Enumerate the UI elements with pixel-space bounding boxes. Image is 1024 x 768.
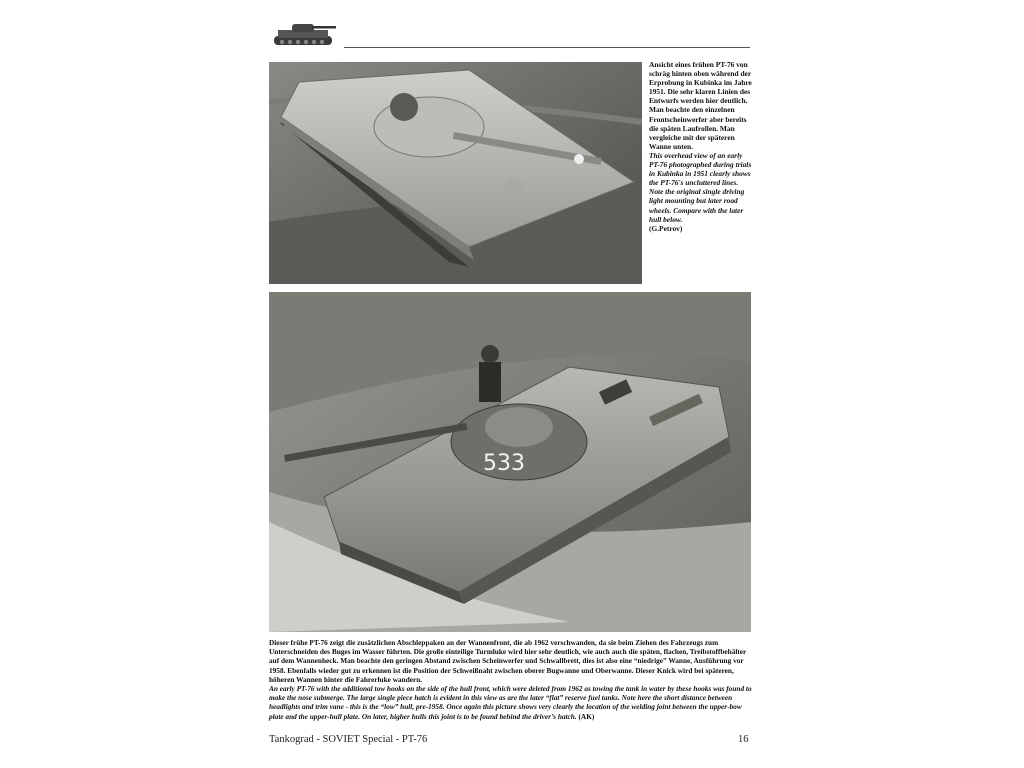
turret-number: 533	[483, 451, 525, 476]
caption-english-text: An early PT-76 with the additional tow hooks on the side of the hull front, which were deleted from 1962 as towing the tank in water by these hooks was found to make the nose submerge. The large single piece hatch is evident in this view as are the later “flat” reserve fuel tanks. Note here the short distance between headlights and trim vane - this is the “low” hull, pre-1958. Once again this picture shows very clearly the location of the welding joint between the upper-bow plate and the upper-hull plate. On later, higher hulls this joint is to be found behind the driver’s hatch.	[269, 684, 752, 721]
footer-title: Tankograd - SOVIET Special - PT-76	[269, 734, 428, 745]
photo-credit: (G.Petrov)	[649, 223, 683, 233]
pt76-ditch-photo	[269, 292, 751, 632]
pt76-overhead-photo	[269, 62, 642, 284]
page-number: 16	[738, 734, 749, 745]
top-photo-caption	[649, 60, 753, 233]
caption-english: This overhead view of an early PT-76 photographed during trials in Kubinka in 1951 clearly shows the PT-76's uncluttered lines. Note the original single driving light mounting but later road wheels. Compare with the later hull below.	[649, 150, 752, 224]
bottom-photo-caption	[269, 638, 753, 721]
caption-german: Ansicht eines frühen PT-76 von schräg hinten oben während der Erprobung in Kubinka im Jahre 1951. Die sehr klaren Linien des Entwurfs werden hier deutlich. Man beachte den einzelnen Frontscheinwerfer aber bereits die späten Laufrollen. Man vergleiche mit der späteren Wanne unten.	[649, 60, 752, 151]
tank-silhouette-icon	[270, 12, 340, 52]
caption-english	[269, 684, 753, 721]
caption-german: Dieser frühe PT-76 zeigt die zusätzlichen Abschleppaken an der Wannenfront, die ab 1962 verschwanden, da sie beim Ziehen des Fahrzeugs zum Unterschneiden des Buges im Wasser führten. Die große einteilige Turmluke wird hier sehr deutlich, wie auch auch die späten, flachen, Treibstoffbehälter auf dem Wannenheck. Man beachte den geringen Abstand zwischen Scheinwerfer und Schwallbrett, dies ist also eine “niedrige” Wanne, Ausführung vor 1958. Ebenfalls wieder gut zu erkennen ist die Position der Schweißnaht zwischen oberer Bugwanne und Oberwanne. Dieser Knick wird bei späteren, höheren Wannen hinter die Fahrerluke wandern.	[269, 638, 747, 684]
photo-credit: (AK)	[578, 711, 595, 721]
header-rule	[344, 47, 750, 48]
